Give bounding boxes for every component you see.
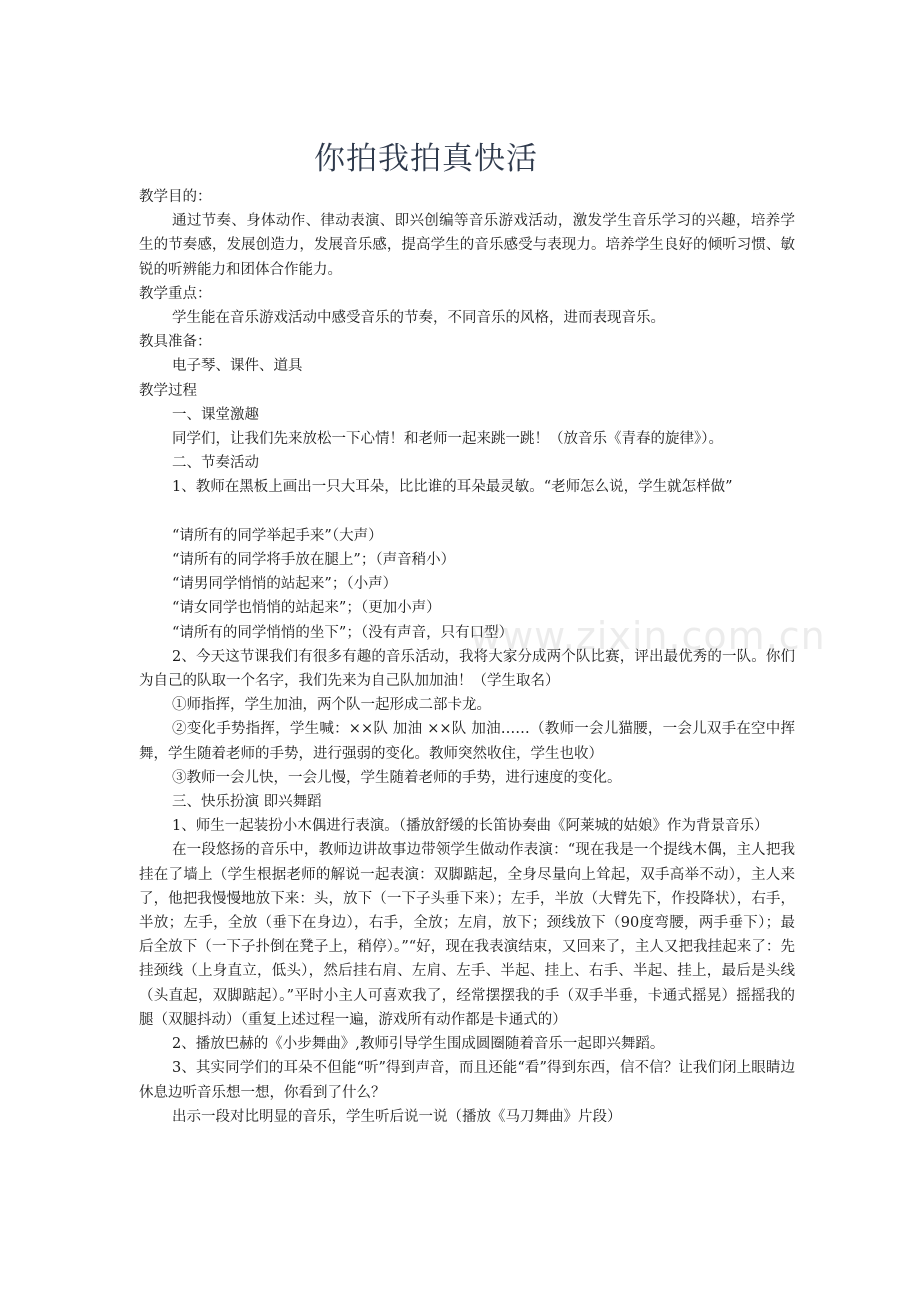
heading-materials: 教具准备： [139,334,212,351]
instruction-line: “请男同学悄悄的站起来”；（小声） [172,576,398,593]
paragraph-rhythm-2: 2、今天这节课我们有很多有趣的音乐活动，我将大家分成两个队比赛，评出最优秀的一队。你们为自己的队取一个名字，我们先来为自己队加加油！（学生取名） [139,648,795,690]
section-heading-1: 一、课堂激趣 [172,406,259,423]
heading-key-points: 教学重点： [139,285,212,302]
paragraph-step-2: ②变化手势指挥，学生喊：××队 加油 ××队 加油……（教师一会儿猫腰，一会儿双手在空中挥舞，学生随着老师的手势，进行强弱的变化。教师突然收住，学生也收） [139,721,795,762]
paragraph-puppet-story: 在一段悠扬的音乐中，教师边讲故事边带领学生做动作表演：“现在我是一个提线木偶，主人把我挂在了墙上（学生根据老师的解说一起表演：双脚踮起，全身尽量向上耸起，双手高举不动），主人来了，他把我慢慢地放下来：头，放下（一下子头垂下来）；左手，半放（大臂先下，作投降状），右手，半放；左手，全放（垂下在身边），右手，全放；左肩，放下；颈线放下（90度弯腰，两手垂下）；最后全放下（一下子扑倒在凳子上，稍停）。”“好，现在我表演结束，又回来了，主人又把我挂起来了：先挂颈线（上身直立，低头），然后挂右肩、左肩、左手、半起、挂上、右手、半起、挂上，最后是头线（头直起，双脚踮起）。”平时小主人可喜欢我了，经常摆摆我的手（双手半垂，卡通式摇晃）摇摇我的腿（双腿抖动）（重复上述过程一遍，游戏所有动作都是卡通式的） [139,842,795,1028]
paragraph-warmup: 同学们，让我们先来放松一下心情！和老师一起来跳一跳！（放音乐《青春的旋律》）。 [172,431,723,448]
paragraph-rhythm-1: 1、教师在黑板上画出一只大耳朵，比比谁的耳朵最灵敏。“老师怎么说，学生就怎样做” [172,479,733,496]
blank-line [139,500,795,524]
instruction-line: “请所有的同学举起手来”（大声） [172,527,383,544]
paragraph-minuet: 2、播放巴赫的《小步舞曲》,教师引导学生围成圆圈随着音乐一起即兴舞蹈。 [172,1036,665,1053]
paragraph-contrast: 出示一段对比明显的音乐，学生听后说一说（播放《马刀舞曲》片段） [172,1108,622,1125]
paragraph-key-points: 学生能在音乐游戏活动中感受音乐的节奏，不同音乐的风格，进而表现音乐。 [172,310,665,327]
instruction-line: “请女同学也悄悄的站起来”；（更加小声） [172,600,441,617]
document-body [139,185,795,1129]
instruction-line: “请所有的同学将手放在腿上”；（声音稍小） [172,552,456,569]
paragraph-step-3: ③教师一会儿快，一会儿慢，学生随着老师的手势，进行速度的变化。 [172,769,622,786]
document-title: 你拍我拍真快活 [314,140,538,177]
heading-objectives: 教学目的： [139,189,212,205]
paragraph-materials: 电子琴、课件、道具 [172,358,303,375]
paragraph-step-1: ①师指挥，学生加油，两个队一起形成二部卡龙。 [172,697,491,714]
paragraph-listen: 3、其实同学们的耳朵不但能“听”得到声音，而且还能“看”得到东西，信不信？让我们闭上眼睛边休息边听音乐想一想，你看到了什么？ [139,1060,795,1101]
section-heading-2: 二、节奏活动 [172,455,259,472]
section-heading-3: 三、快乐扮演 即兴舞蹈 [172,794,322,811]
paragraph-puppet: 1、师生一起装扮小木偶进行表演。（播放舒缓的长笛协奏曲《阿莱城的姑娘》作为背景音乐） [172,818,769,835]
instruction-line: “请所有的同学悄悄的坐下”；（没有声音，只有口型） [172,624,514,641]
watermark: www.zixin.com.cn [470,614,826,658]
paragraph-objectives: 通过节奏、身体动作、律动表演、即兴创编等音乐游戏活动，激发学生音乐学习的兴趣，培养学生的节奏感，发展创造力，发展音乐感，提高学生的音乐感受与表现力。培养学生良好的倾听习惯、敏锐的听辨能力和团体合作能力。 [139,213,795,278]
heading-process: 教学过程 [139,382,197,399]
